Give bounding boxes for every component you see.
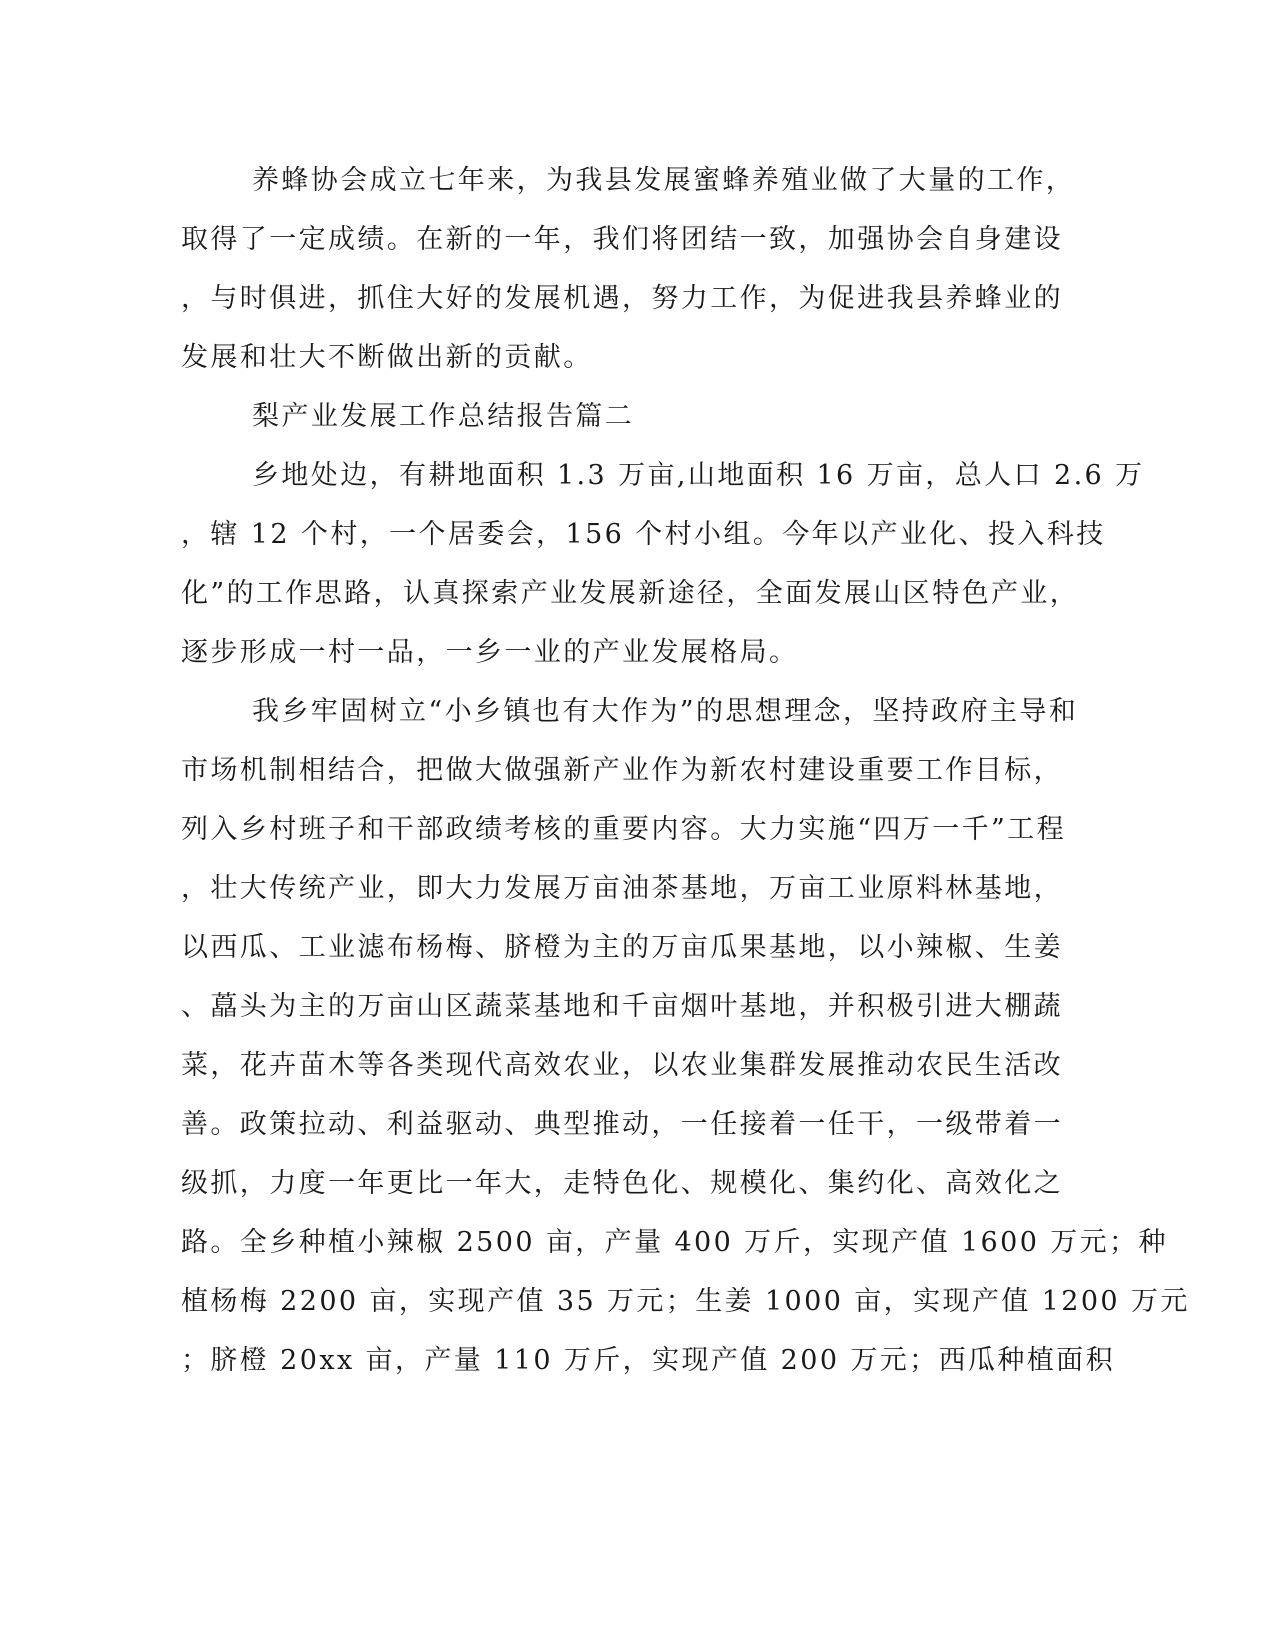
paragraph-line: 级抓，力度一年更比一年大，走特色化、规模化、集约化、高效化之 (181, 1168, 1063, 1199)
paragraph-line: 化”的工作思路，认真探索产业发展新途径，全面发展山区特色产业， (181, 578, 1080, 609)
paragraph-line: 植杨梅 2200 亩，实现产值 35 万元；生姜 1000 亩，实现产值 1200 万元 (181, 1286, 1190, 1317)
paragraph-line: ；脐橙 20xx 亩，产量 110 万斤，实现产值 200 万元；西瓜种植面积 (181, 1345, 1115, 1376)
paragraph-line: ，辖 12 个村，一个居委会，156 个村小组。今年以产业化、投入科技 (181, 519, 1106, 550)
paragraph-line: 发展和壮大不断做出新的贡献。 (181, 342, 593, 373)
paragraph-line: ，壮大传统产业，即大力发展万亩油茶基地，万亩工业原料林基地， (181, 873, 1063, 904)
paragraph-line: 路。全乡种植小辣椒 2500 亩，产量 400 万斤，实现产值 1600 万元；种 (181, 1227, 1168, 1258)
paragraph-line: 列入乡村班子和干部政绩考核的重要内容。大力实施“四万一千”工程 (181, 814, 1067, 845)
paragraph-line: ，与时俱进，抓住大好的发展机遇，努力工作，为促进我县养蜂业的 (181, 283, 1063, 314)
paragraph-line: 养蜂协会成立七年来，为我县发展蜜蜂养殖业做了大量的工作， (252, 165, 1076, 196)
paragraph-line: 善。政策拉动、利益驱动、典型推动，一任接着一任干，一级带着一 (181, 1109, 1063, 1140)
paragraph-line: 菜，花卉苗木等各类现代高效农业，以农业集群发展推动农民生活改 (181, 1050, 1063, 1081)
paragraph-line: 取得了一定成绩。在新的一年，我们将团结一致，加强协会自身建设 (181, 224, 1063, 255)
paragraph-line: 市场机制相结合，把做大做强新产业作为新农村建设重要工作目标， (181, 755, 1063, 786)
paragraph-line: 以西瓜、工业滤布杨梅、脐橙为主的万亩瓜果基地，以小辣椒、生姜 (181, 932, 1063, 963)
section-heading: 梨产业发展工作总结报告篇二 (252, 401, 635, 432)
paragraph-line: 乡地处边，有耕地面积 1.3 万亩,山地面积 16 万亩，总人口 2.6 万 (252, 460, 1145, 491)
paragraph-line: 逐步形成一村一品，一乡一业的产业发展格局。 (181, 637, 799, 668)
paragraph-line: 我乡牢固树立“小乡镇也有大作为”的思想理念，坚持政府主导和 (252, 696, 1079, 727)
paragraph-line: 、藠头为主的万亩山区蔬菜基地和千亩烟叶基地，并积极引进大棚蔬 (181, 991, 1063, 1022)
